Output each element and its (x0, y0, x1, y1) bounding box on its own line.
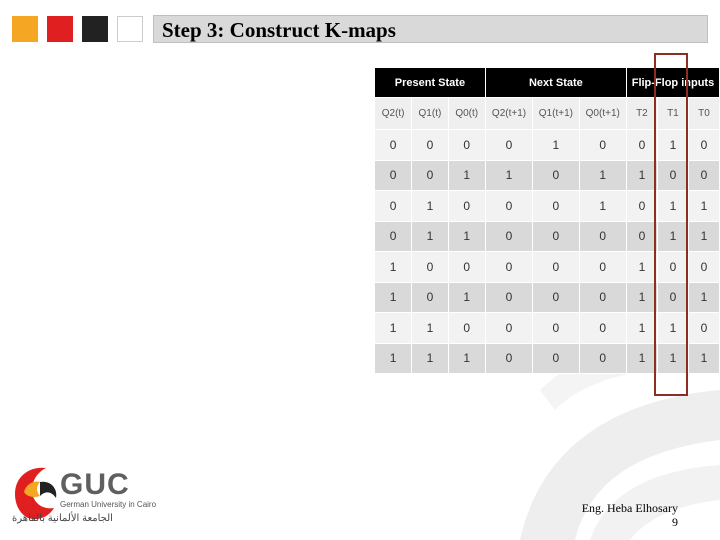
cell: 0 (533, 221, 579, 252)
cell: 0 (485, 252, 532, 283)
cell: 0 (375, 191, 412, 222)
cell: 0 (375, 221, 412, 252)
group-present-state: Present State (375, 68, 486, 98)
cell: 0 (533, 191, 579, 222)
group-flip-flop-inputs: Flip-Flop inputs (626, 68, 719, 98)
cell: 0 (688, 313, 719, 344)
cell: 0 (579, 313, 626, 344)
cell: 1 (688, 191, 719, 222)
cell: 0 (412, 160, 448, 191)
cell: 0 (533, 313, 579, 344)
cell: 0 (688, 252, 719, 283)
cell: 1 (412, 313, 448, 344)
cell: 1 (626, 282, 657, 313)
cell: 0 (579, 130, 626, 161)
col-header: Q1(t) (412, 98, 448, 130)
cell: 0 (579, 221, 626, 252)
cell: 0 (485, 313, 532, 344)
logo-wordmark: GUC (60, 468, 130, 501)
cell: 1 (579, 160, 626, 191)
cell: 0 (485, 191, 532, 222)
cell: 1 (375, 252, 412, 283)
cell: 0 (412, 252, 448, 283)
cell: 1 (448, 221, 485, 252)
header-square-2 (47, 16, 73, 42)
cell: 0 (657, 160, 688, 191)
cell: 1 (688, 343, 719, 374)
col-header: Q1(t+1) (533, 98, 579, 130)
cell: 1 (626, 160, 657, 191)
cell: 0 (579, 252, 626, 283)
header-square-4 (117, 16, 143, 42)
cell: 0 (657, 282, 688, 313)
cell: 1 (657, 313, 688, 344)
cell: 1 (375, 343, 412, 374)
cell: 1 (657, 130, 688, 161)
cell: 1 (626, 313, 657, 344)
cell: 1 (688, 282, 719, 313)
cell: 0 (533, 282, 579, 313)
cell: 0 (533, 343, 579, 374)
header-square-1 (12, 16, 38, 42)
cell: 1 (412, 221, 448, 252)
cell: 0 (626, 191, 657, 222)
cell: 1 (412, 343, 448, 374)
header-square-3 (82, 16, 108, 42)
cell: 0 (448, 191, 485, 222)
col-header: T0 (688, 98, 719, 130)
cell: 0 (485, 282, 532, 313)
cell: 1 (375, 282, 412, 313)
cell: 0 (626, 221, 657, 252)
cell: 1 (412, 191, 448, 222)
col-header: Q0(t) (448, 98, 485, 130)
cell: 0 (688, 130, 719, 161)
cell: 0 (375, 160, 412, 191)
cell: 0 (579, 343, 626, 374)
cell: 1 (626, 252, 657, 283)
cell: 0 (533, 252, 579, 283)
group-next-state: Next State (485, 68, 626, 98)
col-header: T2 (626, 98, 657, 130)
cell: 1 (657, 221, 688, 252)
col-header: Q2(t) (375, 98, 412, 130)
cell: 0 (688, 160, 719, 191)
t1-column-highlight-box (654, 53, 688, 396)
cell: 1 (657, 191, 688, 222)
cell: 1 (579, 191, 626, 222)
cell: 1 (626, 343, 657, 374)
slide-title: Step 3: Construct K-maps (162, 18, 396, 42)
cell: 0 (412, 282, 448, 313)
cell: 1 (448, 282, 485, 313)
cell: 1 (375, 313, 412, 344)
cell: 0 (448, 313, 485, 344)
cell: 1 (448, 160, 485, 191)
cell: 1 (688, 221, 719, 252)
cell: 0 (485, 221, 532, 252)
footer-author: Eng. Heba Elhosary (581, 501, 678, 515)
cell: 1 (657, 343, 688, 374)
cell: 0 (657, 252, 688, 283)
logo-subtitle: German University in Cairo (60, 500, 157, 509)
page-number: 9 (672, 515, 678, 529)
col-header: Q0(t+1) (579, 98, 626, 130)
cell: 0 (375, 130, 412, 161)
cell: 1 (448, 343, 485, 374)
col-header: Q2(t+1) (485, 98, 532, 130)
cell: 1 (533, 130, 579, 161)
cell: 0 (485, 343, 532, 374)
cell: 0 (579, 282, 626, 313)
cell: 0 (448, 252, 485, 283)
cell: 0 (412, 130, 448, 161)
cell: 0 (448, 130, 485, 161)
logo-arabic-text: الجامعة الألمانية بالقاهرة (12, 513, 113, 524)
cell: 0 (485, 130, 532, 161)
cell: 0 (533, 160, 579, 191)
title-bar (153, 15, 708, 43)
cell: 0 (626, 130, 657, 161)
col-header: T1 (657, 98, 688, 130)
cell: 1 (485, 160, 532, 191)
